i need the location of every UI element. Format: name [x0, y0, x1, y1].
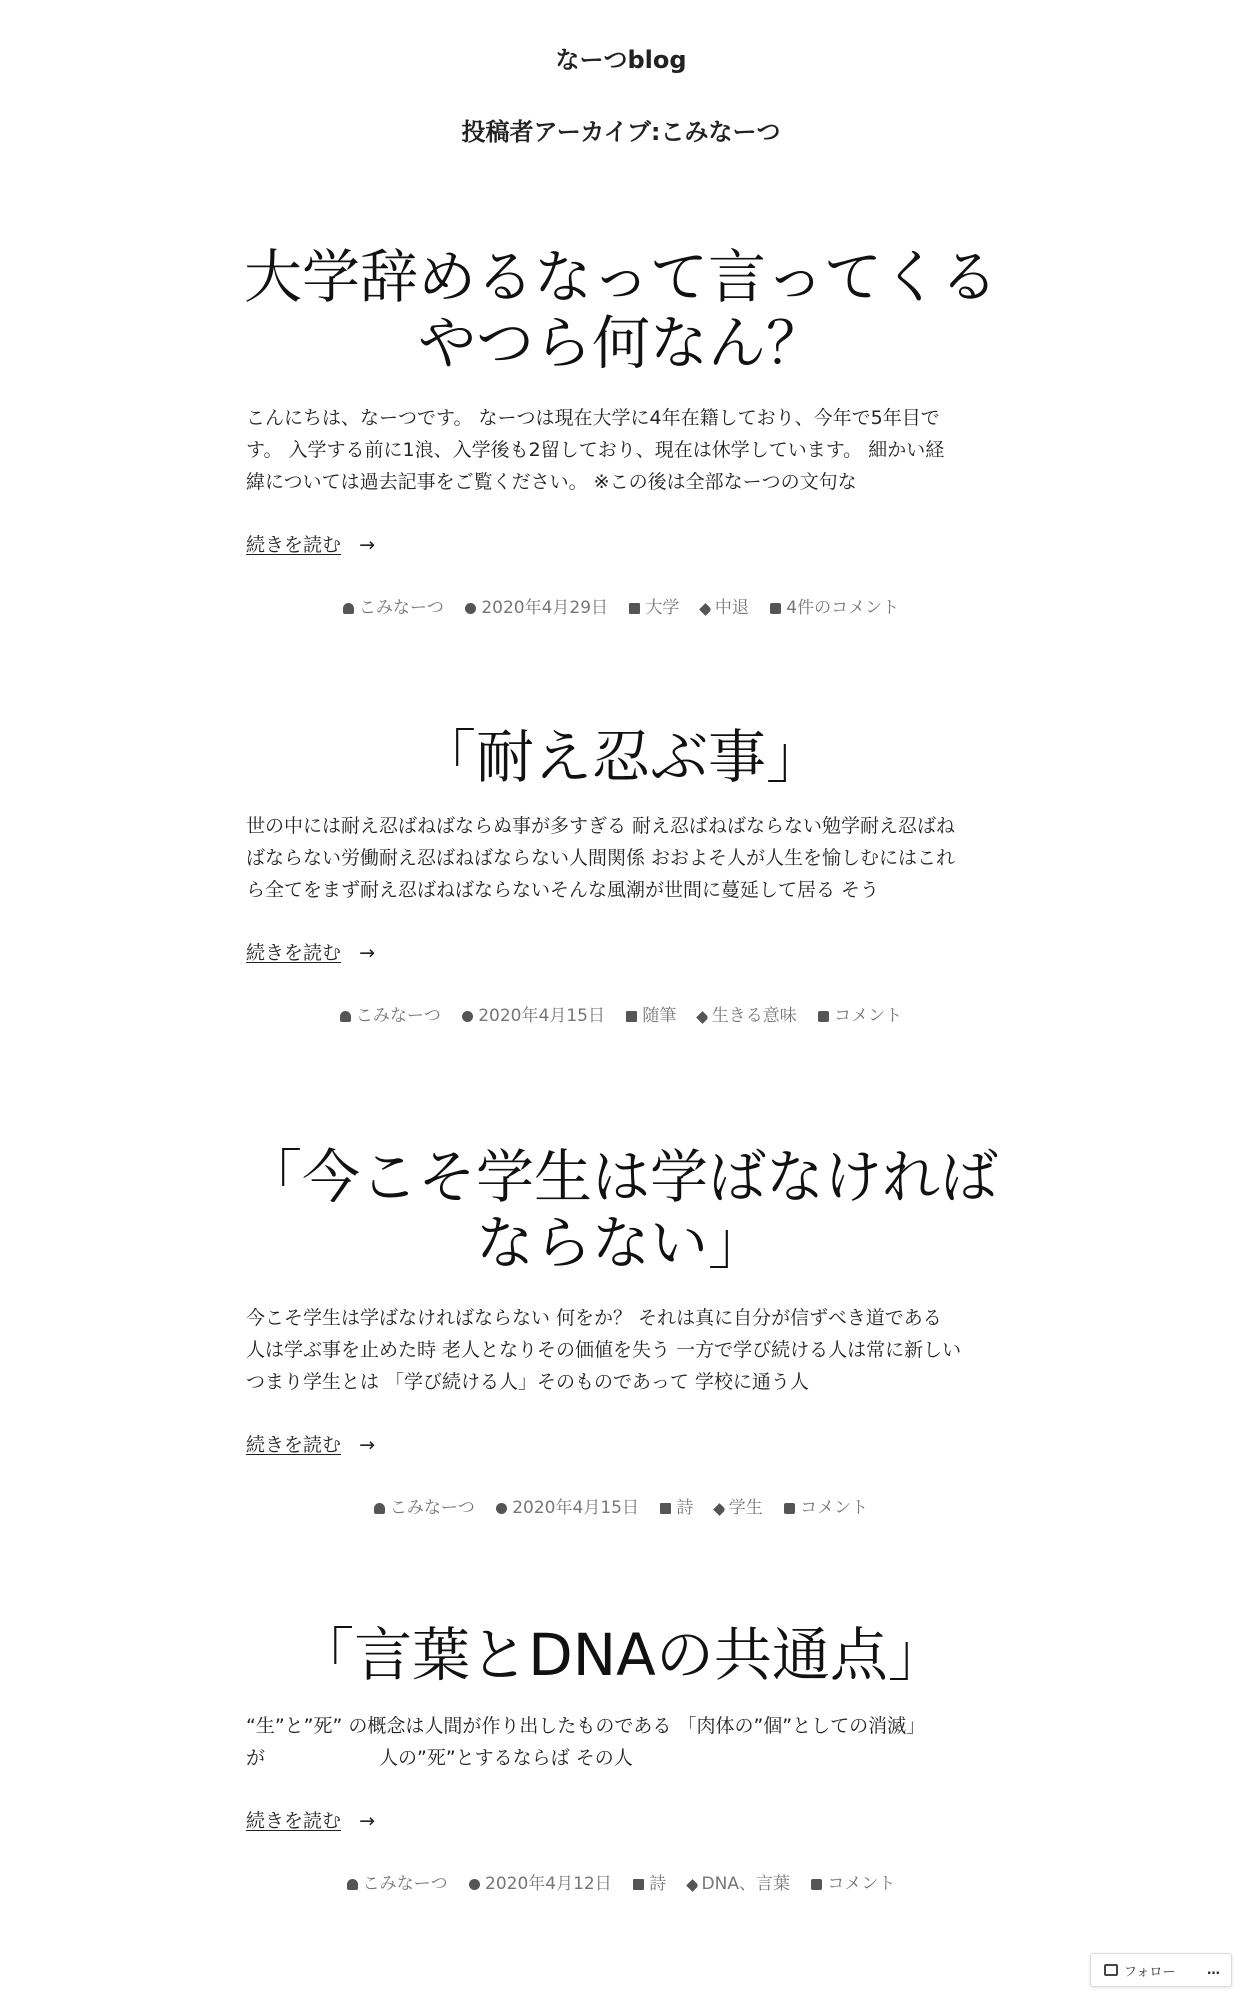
clock-icon — [469, 1879, 480, 1890]
author-name: こみなーつ — [362, 1874, 448, 1894]
excerpt-line: が 人の”死”とするならば その人 — [246, 1747, 633, 1769]
excerpt-line: 人は学ぶ事を止めた時 老人となりその価値を失う 一方で学び続ける人は常に新しい — [246, 1339, 962, 1361]
archive-title: 投稿者アーカイブ:こみなーつ — [461, 118, 781, 146]
post-excerpt — [246, 402, 1006, 498]
person-icon — [340, 1011, 351, 1022]
excerpt-line: こんにちは、なーつです。 なーつは現在大学に4年在籍しており、今年で5年目で — [246, 407, 940, 429]
site-title[interactable]: なーつblog — [555, 46, 687, 74]
date-text: 2020年4月15日 — [512, 1498, 639, 1518]
post-category[interactable] — [626, 1002, 676, 1030]
tag-icon — [686, 1879, 699, 1892]
read-more — [246, 1806, 1006, 1836]
post-tags[interactable] — [701, 594, 749, 622]
post — [0, 1622, 1242, 1898]
post-category[interactable] — [629, 594, 679, 622]
follow-button[interactable]: フォロー — [1124, 1964, 1176, 1980]
post-meta — [0, 594, 1242, 622]
author-name: こみなーつ — [389, 1498, 475, 1518]
post-category[interactable] — [660, 1494, 693, 1522]
arrow-icon: → — [359, 942, 375, 964]
follow-bar — [1090, 1953, 1232, 1987]
clock-icon — [462, 1011, 473, 1022]
post-excerpt — [246, 1710, 1006, 1774]
post-date[interactable] — [469, 1870, 612, 1898]
person-icon — [347, 1879, 358, 1890]
date-text: 2020年4月15日 — [478, 1006, 605, 1026]
post-author[interactable] — [343, 594, 444, 622]
clock-icon — [496, 1503, 507, 1514]
comments-text: コメント — [827, 1874, 896, 1894]
post-title[interactable]: 大学辞めるなって言ってくるやつら何なん？ — [243, 243, 998, 377]
category-text: 随筆 — [642, 1006, 677, 1026]
folder-icon — [660, 1503, 671, 1514]
post-category[interactable] — [633, 1870, 666, 1898]
excerpt-line: 世の中には耐え忍ばねばならぬ事が多すぎる 耐え忍ばねばならない勉学耐え忍ばね — [246, 815, 956, 837]
post-comments[interactable] — [784, 1494, 868, 1522]
tags-text: 中退 — [714, 598, 749, 618]
person-icon — [343, 603, 354, 614]
tags-text: 学生 — [728, 1498, 763, 1518]
post-title[interactable]: 「今こそ学生は学ばなければならない」 — [243, 1143, 998, 1277]
post-date[interactable] — [462, 1002, 605, 1030]
tags-text: DNA、言葉 — [701, 1874, 790, 1894]
comments-text: コメント — [800, 1498, 869, 1518]
post — [0, 724, 1242, 1030]
excerpt-line: “生”と”死” の概念は人間が作り出したものである 「肉体の”個”としての消滅」 — [246, 1715, 926, 1737]
post-author[interactable] — [347, 1870, 448, 1898]
tag-icon — [699, 603, 712, 616]
excerpt-line: つまり学生とは 「学び続ける人」そのものであって 学校に通う人 — [246, 1371, 809, 1393]
arrow-icon: → — [359, 1434, 375, 1456]
post-title[interactable]: 「耐え忍ぶ事」 — [417, 723, 824, 791]
category-text: 大学 — [645, 598, 680, 618]
date-text: 2020年4月12日 — [485, 1874, 612, 1894]
comments-text: コメント — [834, 1006, 903, 1026]
arrow-icon: → — [359, 534, 375, 556]
folder-icon — [626, 1011, 637, 1022]
post-date[interactable] — [465, 594, 608, 622]
author-name: こみなーつ — [358, 598, 444, 618]
comment-icon — [784, 1503, 795, 1514]
comment-icon — [770, 603, 781, 614]
post — [0, 244, 1242, 622]
post-comments[interactable] — [811, 1870, 895, 1898]
tag-icon — [713, 1503, 726, 1516]
excerpt-line: す。 入学する前に1浪、入学後も2留しており、現在は休学しています。 細かい経 — [246, 439, 945, 461]
post-tags[interactable] — [715, 1494, 763, 1522]
read-more-link[interactable]: 続きを読む — [246, 534, 342, 556]
read-more — [246, 530, 1006, 560]
category-text: 詩 — [649, 1874, 667, 1894]
post-comments[interactable] — [770, 594, 899, 622]
post-author[interactable] — [340, 1002, 441, 1030]
excerpt-line: ら全てをまず耐え忍ばねばならないそんな風潮が世間に蔓延して居る そう — [246, 879, 880, 901]
post-title[interactable]: 「言葉とDNAの共通点」 — [296, 1621, 946, 1689]
read-more-link[interactable]: 続きを読む — [246, 942, 342, 964]
reader-icon — [1104, 1964, 1118, 1976]
author-name: こみなーつ — [355, 1006, 441, 1026]
read-more — [246, 938, 1006, 968]
read-more-link[interactable]: 続きを読む — [246, 1810, 342, 1832]
post-author[interactable] — [374, 1494, 475, 1522]
more-icon[interactable]: … — [1207, 1962, 1221, 1978]
post — [0, 1144, 1242, 1522]
date-text: 2020年4月29日 — [481, 598, 609, 618]
post-excerpt — [246, 810, 1006, 906]
post-comments[interactable] — [818, 1002, 902, 1030]
comments-text: 4件のコメント — [786, 598, 900, 618]
person-icon — [374, 1503, 385, 1514]
post-meta — [0, 1870, 1242, 1898]
post-meta — [0, 1002, 1242, 1030]
category-text: 詩 — [676, 1498, 694, 1518]
tags-text: 生きる意味 — [711, 1006, 797, 1026]
read-more-link[interactable]: 続きを読む — [246, 1434, 342, 1456]
post-tags[interactable] — [698, 1002, 797, 1030]
post-tags[interactable] — [688, 1870, 790, 1898]
read-more — [246, 1430, 1006, 1460]
excerpt-line: 今こそ学生は学ばなければならない 何をか？ それは真に自分が信ずべき道である — [246, 1307, 942, 1329]
folder-icon — [633, 1879, 644, 1890]
clock-icon — [465, 603, 476, 614]
post-date[interactable] — [496, 1494, 639, 1522]
post-meta — [0, 1494, 1242, 1522]
folder-icon — [629, 603, 640, 614]
comment-icon — [818, 1011, 829, 1022]
post-excerpt — [246, 1302, 1006, 1398]
arrow-icon: → — [359, 1810, 375, 1832]
comment-icon — [811, 1879, 822, 1890]
excerpt-line: ばならない労働耐え忍ばねばならない人間関係 おおよそ人が人生を愉しむにはこれ — [246, 847, 956, 869]
tag-icon — [696, 1011, 709, 1024]
excerpt-line: 緯については過去記事をご覧ください。 ※この後は全部なーつの文句な — [246, 471, 857, 493]
